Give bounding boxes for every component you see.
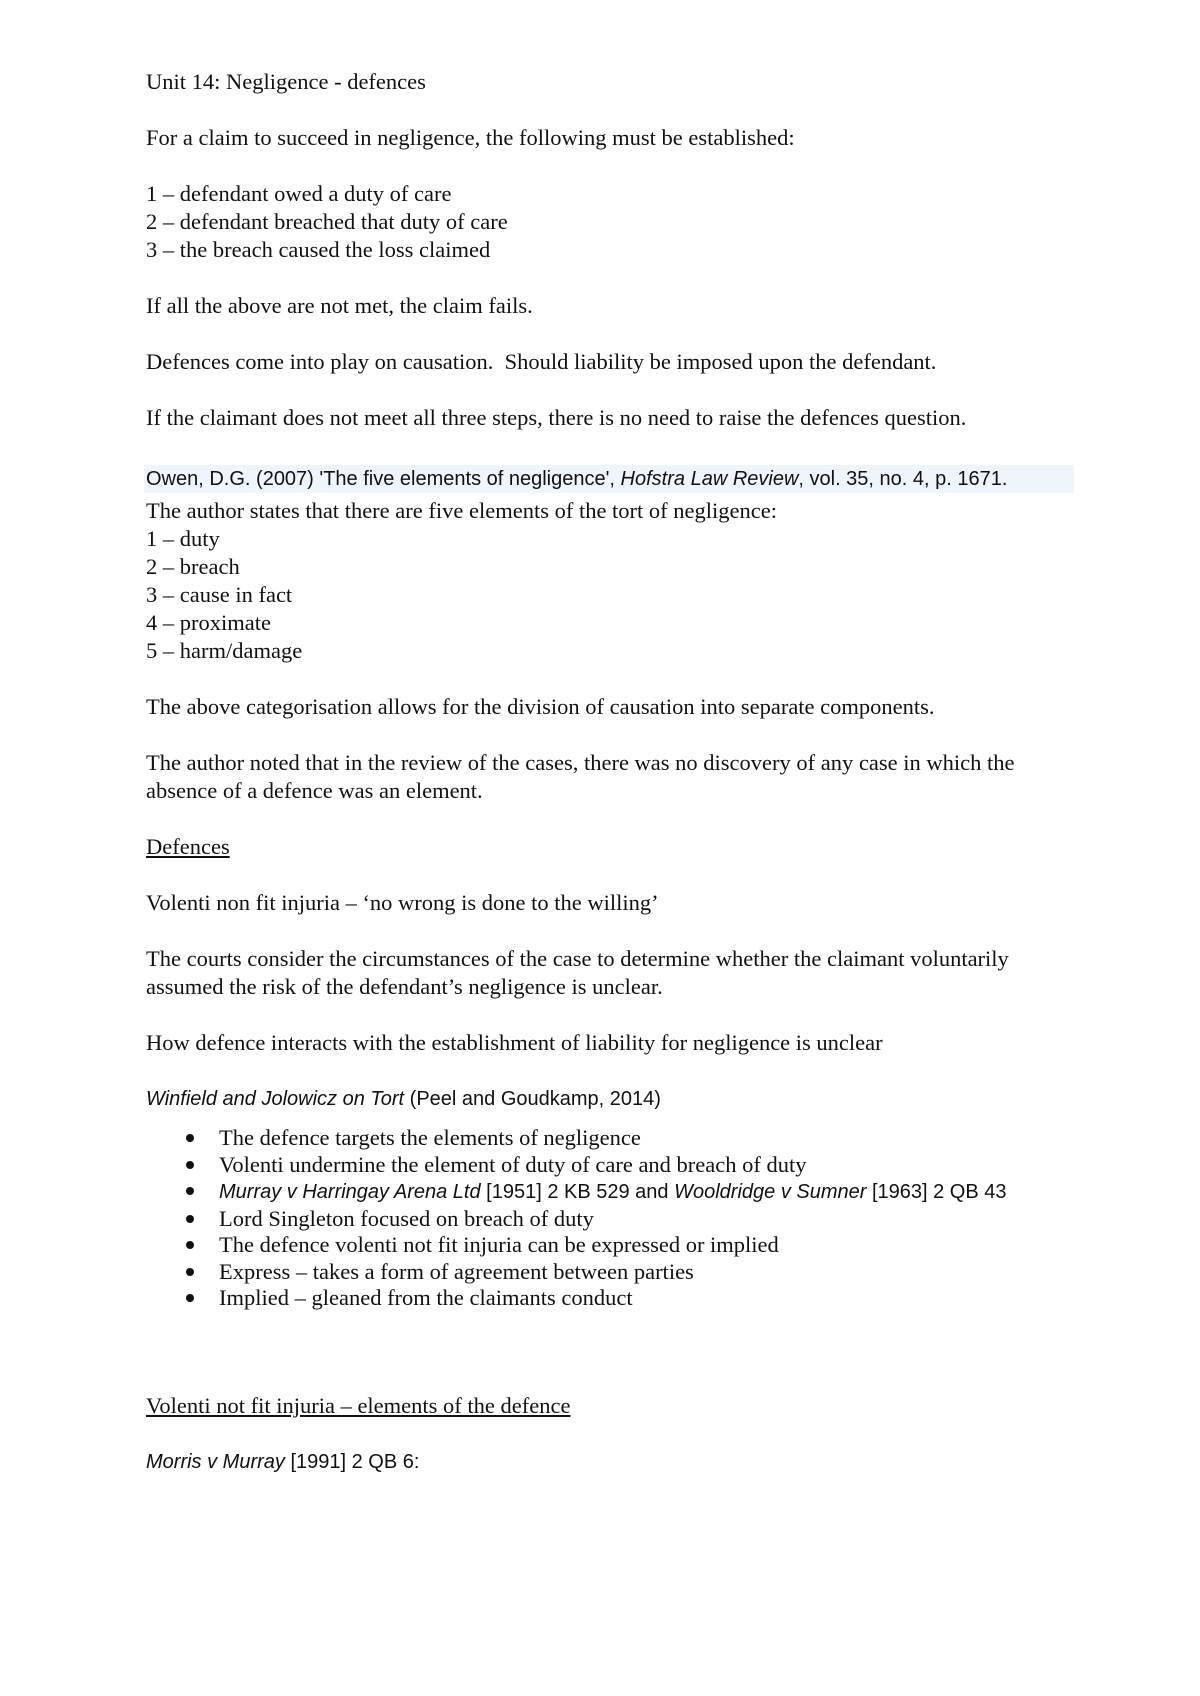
winfield-reference [146,1085,1066,1113]
volenti-paragraph: Volenti non fit injuria – ‘no wrong is done to the willing’ [146,890,659,915]
document-body [146,68,1066,1476]
bullet-text: Lord Singleton focused on breach of duty [219,1205,594,1231]
morris-case: Morris v Murray [146,1450,285,1473]
list-item [186,1259,1066,1286]
citation-details: , vol. 35, no. 4, p. 1671. [798,468,1008,490]
categorisation-paragraph: The above categorisation allows for the division of causation into separate components. [146,694,935,719]
author-noted-paragraph: The author noted that in the review of the cases, there was no discovery of any case in which the absence of a defence was an element. [146,750,1015,803]
bullet-text: Volenti undermine the element of duty of care and breach of duty [219,1151,807,1177]
element-3: 3 – cause in fact [146,582,293,607]
morris-citation: [1991] 2 QB 6: [284,1450,420,1473]
element-4: 4 – proximate [146,610,271,635]
bullet-text: The defence targets the elements of negligence [219,1125,641,1150]
defences-heading: Defences [146,834,230,859]
citation-text: Owen, D.G. (2007) 'The five elements of negligence', [146,468,621,490]
list-item [186,1232,1066,1259]
defences-causation-paragraph: Defences come into play on causation. Should liability be imposed upon the defendant. [146,349,937,374]
case-citation-end: [1963] 2 QB 43 [866,1181,1007,1203]
winfield-authors: (Peel and Goudkamp, 2014) [404,1088,661,1110]
bullet-text: Implied – gleaned from the claimants conduct [219,1285,633,1310]
winfield-title: Winfield and Jolowicz on Tort [146,1088,405,1110]
bullet-text: Express – takes a form of agreement between parties [219,1258,694,1284]
no-need-paragraph: If the claimant does not meet all three steps, there is no need to raise the defences question. [146,405,967,430]
document-title: Unit 14: Negligence - defences [146,69,426,94]
list-item [186,1285,1066,1312]
author-states-paragraph: The author states that there are five elements of the tort of negligence: [146,498,777,523]
element-2: 2 – breach [146,554,240,579]
list-item [186,1152,1066,1179]
step-2: 2 – defendant breached that duty of care [146,209,508,234]
defence-bullet-list [146,1125,1066,1312]
step-1: 1 – defendant owed a duty of care [146,181,452,206]
claim-fails-paragraph: If all the above are not met, the claim fails. [146,293,533,318]
intro-paragraph: For a claim to succeed in negligence, the following must be established: [146,125,795,150]
citation-journal: Hofstra Law Review [620,468,799,490]
case-murray: Murray v Harringay Arena Ltd [219,1181,481,1203]
elements-heading: Volenti not fit injuria – elements of the defence [146,1392,571,1418]
case-citation: [1951] 2 KB 529 and [480,1181,675,1203]
case-wooldridge: Wooldridge v Sumner [674,1181,867,1203]
morris-reference [146,1448,1066,1476]
courts-paragraph: The courts consider the circumstances of the case to determine whether the claimant voluntarily assumed the risk of the defendant’s negligence is unclear. [146,946,1009,999]
element-5: 5 – harm/damage [146,638,303,663]
list-item [186,1125,1066,1152]
list-item [186,1206,1066,1233]
element-1: 1 – duty [146,526,220,551]
citation-block [144,465,1074,493]
list-item [186,1178,1066,1206]
how-defence-paragraph: How defence interacts with the establishment of liability for negligence is unclear [146,1030,883,1055]
step-3: 3 – the breach caused the loss claimed [146,237,491,262]
bullet-text: The defence volenti not fit injuria can be expressed or implied [219,1232,779,1257]
